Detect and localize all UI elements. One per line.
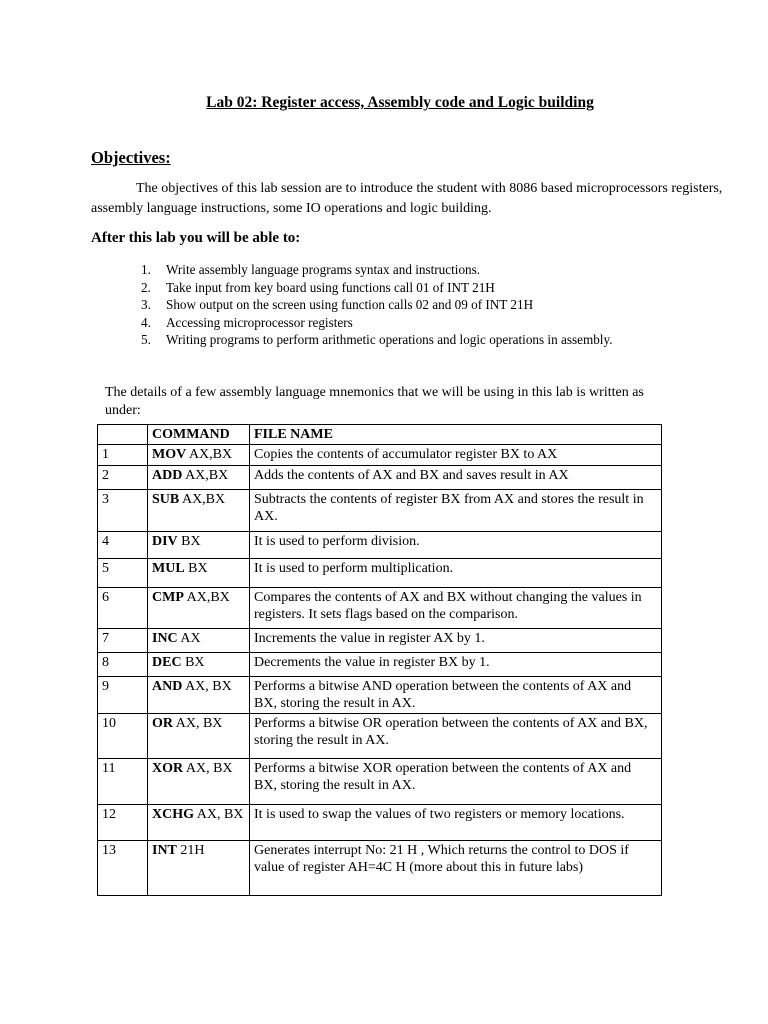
outcomes-list xyxy=(141,261,613,349)
description-cell: Performs a bitwise OR operation between the contents of AX and BX, storing the result in AX. xyxy=(250,714,662,759)
table-header-row xyxy=(98,425,662,445)
command-cell: SUB AX,BX xyxy=(148,490,250,532)
row-number: 12 xyxy=(98,805,148,841)
table-row xyxy=(98,653,662,677)
description-cell: Performs a bitwise XOR operation between the contents of AX and BX, storing the result in AX. xyxy=(250,759,662,805)
list-item: 1. Write assembly language programs syntax and instructions. xyxy=(141,262,481,277)
description-cell: Generates interrupt No: 21 H , Which returns the control to DOS if value of register AH=4C H (more about this in future labs) xyxy=(250,841,662,896)
table-row xyxy=(98,532,662,559)
table-row xyxy=(98,445,662,466)
table-row xyxy=(98,714,662,759)
objectives-paragraph: The objectives of this lab session are to introduce the student with 8086 based microprocessors registers, assembly language instructions, some IO operations and logic building. xyxy=(91,181,723,216)
command-cell: OR AX, BX xyxy=(148,714,250,759)
description-cell: Decrements the value in register BX by 1. xyxy=(250,653,662,677)
command-cell: INT 21H xyxy=(148,841,250,896)
row-number: 5 xyxy=(98,559,148,588)
page-title: Lab 02: Register access, Assembly code and Logic building xyxy=(206,94,594,111)
row-number: 1 xyxy=(98,445,148,466)
row-number: 8 xyxy=(98,653,148,677)
row-number: 4 xyxy=(98,532,148,559)
row-number: 6 xyxy=(98,588,148,629)
objectives-heading: Objectives: xyxy=(91,148,171,167)
row-number: 13 xyxy=(98,841,148,896)
header-cell: FILE NAME xyxy=(250,425,662,445)
description-cell: Subtracts the contents of register BX from AX and stores the result in AX. xyxy=(250,490,662,532)
table-row xyxy=(98,559,662,588)
description-cell: It is used to perform division. xyxy=(250,532,662,559)
description-cell: Compares the contents of AX and BX without changing the values in registers. It sets flags based on the comparison. xyxy=(250,588,662,629)
command-cell: DEC BX xyxy=(148,653,250,677)
table-row xyxy=(98,841,662,896)
row-number: 9 xyxy=(98,677,148,714)
table-row xyxy=(98,677,662,714)
command-cell: MOV AX,BX xyxy=(148,445,250,466)
description-cell: Copies the contents of accumulator register BX to AX xyxy=(250,445,662,466)
table-row xyxy=(98,490,662,532)
table-row xyxy=(98,466,662,490)
command-cell: DIV BX xyxy=(148,532,250,559)
outcomes-heading: After this lab you will be able to: xyxy=(91,230,301,246)
row-number: 10 xyxy=(98,714,148,759)
list-item: 5. Writing programs to perform arithmetic operations and logic operations in assembly. xyxy=(141,332,613,347)
description-cell: Performs a bitwise AND operation between the contents of AX and BX, storing the result in AX. xyxy=(250,677,662,714)
table-row xyxy=(98,629,662,653)
table-intro: The details of a few assembly language mnemonics that we will be using in this lab is written as under: xyxy=(105,385,644,418)
command-cell: XOR AX, BX xyxy=(148,759,250,805)
row-number: 7 xyxy=(98,629,148,653)
description-cell: It is used to perform multiplication. xyxy=(250,559,662,588)
command-cell: CMP AX,BX xyxy=(148,588,250,629)
list-item: 4. Accessing microprocessor registers xyxy=(141,314,353,330)
mnemonics-table xyxy=(97,424,662,896)
header-cell xyxy=(98,425,148,445)
table-row xyxy=(98,759,662,805)
command-cell: INC AX xyxy=(148,629,250,653)
row-number: 11 xyxy=(98,759,148,805)
command-cell: AND AX, BX xyxy=(148,677,250,714)
description-cell: Increments the value in register AX by 1. xyxy=(250,629,662,653)
list-item: 2. Take input from key board using functions call 01 of INT 21H xyxy=(141,279,495,295)
row-number: 3 xyxy=(98,490,148,532)
description-cell: It is used to swap the values of two registers or memory locations. xyxy=(250,805,662,841)
row-number: 2 xyxy=(98,466,148,490)
header-cell: COMMAND xyxy=(148,425,250,445)
command-cell: XCHG AX, BX xyxy=(148,805,250,841)
list-item: 3. Show output on the screen using function calls 02 and 09 of INT 21H xyxy=(141,297,534,312)
description-cell: Adds the contents of AX and BX and saves result in AX xyxy=(250,466,662,490)
command-cell: MUL BX xyxy=(148,559,250,588)
table-row xyxy=(98,805,662,841)
command-cell: ADD AX,BX xyxy=(148,466,250,490)
table-row xyxy=(98,588,662,629)
